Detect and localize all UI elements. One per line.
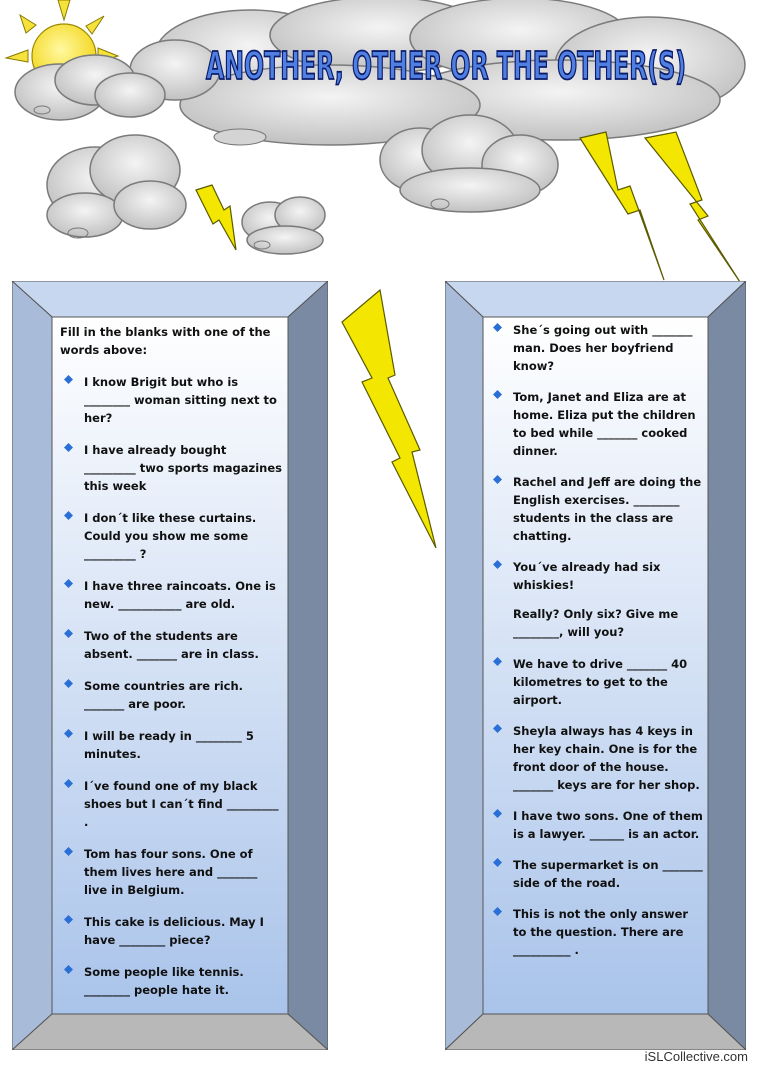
instructions: Fill in the blanks with one of the words above: bbox=[60, 325, 271, 357]
diamond-bullet-icon bbox=[493, 657, 502, 666]
diamond-bullet-icon bbox=[493, 390, 502, 399]
exercise-item: Two of the students are absent. _______ are in class. bbox=[60, 627, 282, 663]
diamond-bullet-icon bbox=[64, 779, 73, 788]
right-exercise-list bbox=[489, 321, 705, 594]
exercise-item: Sheyla always has 4 keys in her key chain. One is for the front door of the house. _______ keys are for her shop. bbox=[489, 722, 705, 794]
diamond-bullet-icon bbox=[493, 323, 502, 332]
exercise-item: I have three raincoats. One is new. ___________ are old. bbox=[60, 577, 282, 613]
page-title bbox=[196, 24, 696, 104]
diamond-bullet-icon bbox=[493, 858, 502, 867]
exercise-item: Some countries are rich. _______ are poor. bbox=[60, 677, 282, 713]
diamond-bullet-icon bbox=[493, 560, 502, 569]
left-exercise-list bbox=[60, 373, 282, 999]
diamond-bullet-icon bbox=[493, 475, 502, 484]
watermark: iSLCollective.com bbox=[644, 1049, 748, 1064]
diamond-bullet-icon bbox=[64, 915, 73, 924]
diamond-bullet-icon bbox=[64, 579, 73, 588]
exercise-item: This is not the only answer to the question. There are __________ . bbox=[489, 905, 705, 959]
exercise-item: I´ve found one of my black shoes but I can´t find _________ . bbox=[60, 777, 282, 831]
exercise-item: I know Brigit but who is ________ woman sitting next to her? bbox=[60, 373, 282, 427]
diamond-bullet-icon bbox=[493, 724, 502, 733]
exercise-item: Tom has four sons. One of them lives here and _______ live in Belgium. bbox=[60, 845, 282, 899]
exercise-item: Some people like tennis. ________ people hate it. bbox=[60, 963, 282, 999]
left-exercise-panel bbox=[12, 281, 328, 1050]
diamond-bullet-icon bbox=[493, 809, 502, 818]
diamond-bullet-icon bbox=[64, 511, 73, 520]
diamond-bullet-icon bbox=[64, 629, 73, 638]
right-exercise-panel bbox=[445, 281, 746, 1050]
exercise-item: Tom, Janet and Eliza are at home. Eliza put the children to bed while _______ cooked dinner. bbox=[489, 388, 705, 460]
exercise-item: I will be ready in ________ 5 minutes. bbox=[60, 727, 282, 763]
diamond-bullet-icon bbox=[64, 375, 73, 384]
exercise-item: I have already bought _________ two sports magazines this week bbox=[60, 441, 282, 495]
exercise-item: This cake is delicious. May I have ________ piece? bbox=[60, 913, 282, 949]
exercise-item: I don´t like these curtains. Could you show me some _________ ? bbox=[60, 509, 282, 563]
cloud-middle-left bbox=[47, 135, 186, 237]
diamond-bullet-icon bbox=[493, 907, 502, 916]
diamond-bullet-icon bbox=[64, 443, 73, 452]
exercise-followup: Really? Only six? Give me ________, will you? bbox=[513, 607, 679, 639]
diamond-bullet-icon bbox=[64, 965, 73, 974]
diamond-bullet-icon bbox=[64, 679, 73, 688]
exercise-item: The supermarket is on _______ side of the road. bbox=[489, 856, 705, 892]
exercise-item: You´ve already had six whiskies! bbox=[489, 558, 705, 594]
exercise-item: Rachel and Jeff are doing the English exercises. ________ students in the class are chatting. bbox=[489, 473, 705, 545]
diamond-bullet-icon bbox=[64, 729, 73, 738]
diamond-bullet-icon bbox=[64, 847, 73, 856]
exercise-item: She´s going out with _______ man. Does her boyfriend know? bbox=[489, 321, 705, 375]
right-exercise-list-cont bbox=[489, 655, 705, 959]
page-title-text: ANOTHER, OTHER OR THE OTHER(S) bbox=[206, 44, 686, 88]
exercise-item: I have two sons. One of them is a lawyer. ______ is an actor. bbox=[489, 807, 705, 843]
exercise-item: We have to drive _______ 40 kilometres to get to the airport. bbox=[489, 655, 705, 709]
